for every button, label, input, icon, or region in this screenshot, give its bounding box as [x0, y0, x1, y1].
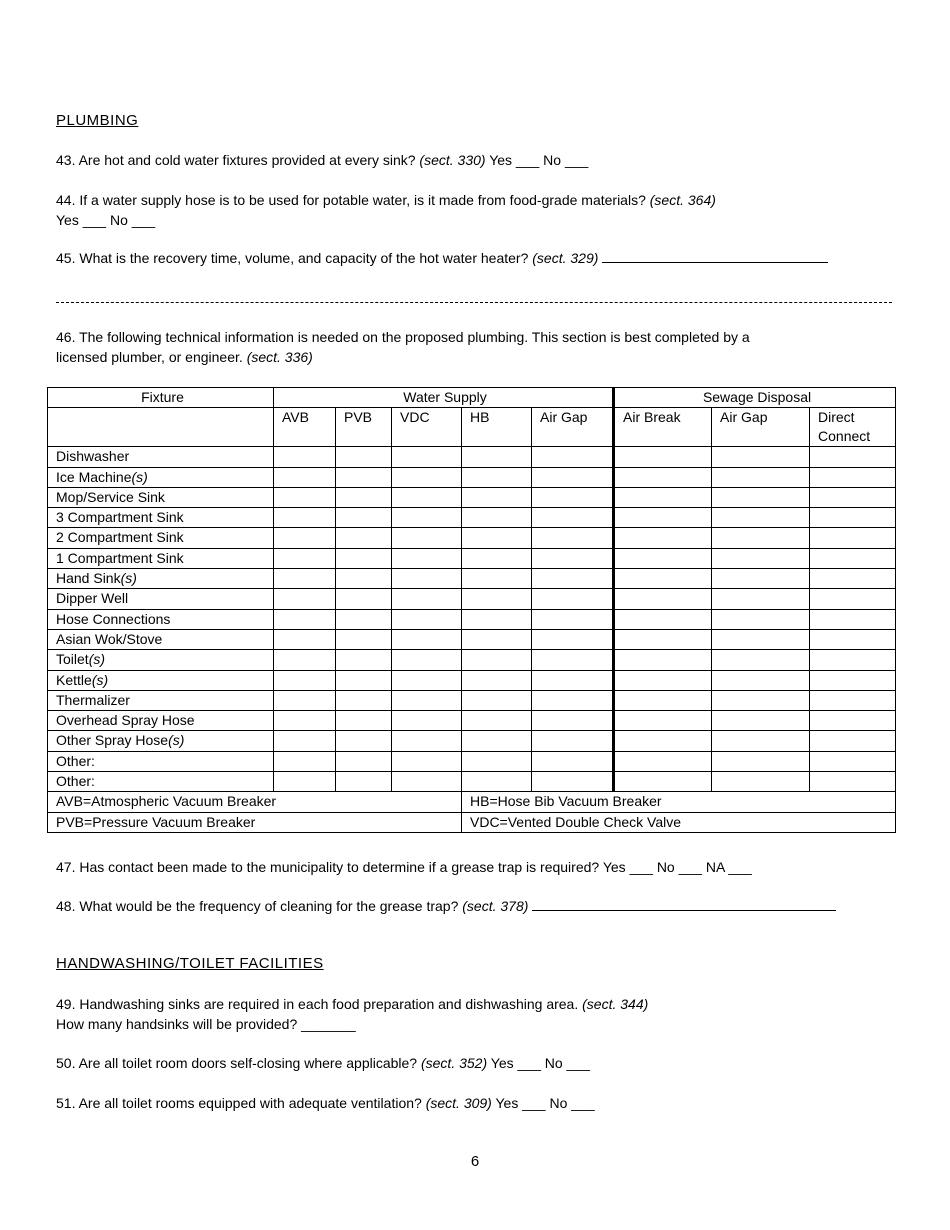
fixture-check-cell[interactable] [274, 528, 336, 548]
fixture-check-cell[interactable] [274, 650, 336, 670]
fixture-label [48, 650, 274, 670]
fixture-check-cell[interactable] [712, 548, 810, 568]
fixture-label [48, 711, 274, 731]
header-blank [48, 408, 274, 447]
fixture-check-cell[interactable] [336, 670, 392, 690]
page-number: 6 [470, 1153, 480, 1170]
fixture-check-cell[interactable] [532, 629, 614, 649]
fixture-check-cell[interactable] [810, 609, 896, 629]
q50-sect: (sect. 352) [420, 1055, 488, 1071]
fixture-check-cell[interactable] [614, 650, 712, 670]
fixture-label [48, 467, 274, 487]
fixture-check-cell[interactable] [614, 548, 712, 568]
fixture-label-text: Ice Machine [56, 468, 132, 485]
fixture-check-cell[interactable] [532, 772, 614, 792]
header-sewage-disposal: Sewage Disposal [614, 388, 896, 408]
fixture-check-cell[interactable] [274, 447, 336, 467]
fixture-row [48, 508, 896, 528]
fixture-row [48, 772, 896, 792]
fixture-check-cell[interactable] [532, 711, 614, 731]
q49-line1: 49. Handwashing sinks are required in each food preparation and dishwashing area. [56, 996, 579, 1012]
question-45 [56, 248, 828, 268]
fixture-label [48, 629, 274, 649]
fixture-check-cell[interactable] [712, 569, 810, 589]
fixture-check-cell[interactable] [274, 569, 336, 589]
fixture-check-cell[interactable] [712, 751, 810, 771]
question-50 [56, 1053, 590, 1073]
q48-text: 48. What would be the frequency of cleaning for the grease trap? [56, 898, 459, 914]
legend-vdc: VDC=Vented Double Check Valve [462, 812, 896, 832]
header-water-supply: Water Supply [274, 388, 614, 408]
fixture-check-cell[interactable] [392, 467, 462, 487]
fixture-check-cell[interactable] [274, 751, 336, 771]
fixture-row [48, 447, 896, 467]
fixture-check-cell[interactable] [532, 690, 614, 710]
fixture-check-cell[interactable] [392, 772, 462, 792]
fixture-row [48, 650, 896, 670]
fixture-check-cell[interactable] [614, 731, 712, 751]
fixture-check-cell[interactable] [532, 751, 614, 771]
fixture-check-cell[interactable] [712, 772, 810, 792]
fixture-check-cell[interactable] [274, 548, 336, 568]
fixture-check-cell[interactable] [462, 447, 532, 467]
fixture-check-cell[interactable] [810, 629, 896, 649]
fixture-check-cell[interactable] [274, 589, 336, 609]
plumbing-fixture-table [47, 387, 896, 833]
legend-hb: HB=Hose Bib Vacuum Breaker [462, 792, 896, 812]
fixture-check-cell[interactable] [392, 711, 462, 731]
fixture-check-cell[interactable] [392, 447, 462, 467]
fixture-check-cell[interactable] [532, 447, 614, 467]
fixture-check-cell[interactable] [462, 629, 532, 649]
col-vdc: VDC [392, 408, 462, 447]
fixture-check-cell[interactable] [392, 670, 462, 690]
fixture-label-suffix: (s) [131, 468, 148, 485]
fixture-label [48, 487, 274, 507]
fixture-row [48, 589, 896, 609]
fixture-row [48, 467, 896, 487]
fixture-check-cell[interactable] [810, 548, 896, 568]
fixture-label-suffix: (s) [120, 570, 137, 587]
fixture-check-cell[interactable] [462, 569, 532, 589]
fixture-label-text: Dipper Well [56, 590, 129, 607]
q51-sect: (sect. 309) [425, 1095, 492, 1111]
col-hb: HB [462, 408, 532, 447]
fixture-check-cell[interactable] [810, 528, 896, 548]
fixture-row [48, 548, 896, 568]
fixture-label-text: Dishwasher [56, 448, 130, 465]
fixture-row [48, 629, 896, 649]
fixture-check-cell[interactable] [712, 447, 810, 467]
fixture-check-cell[interactable] [462, 589, 532, 609]
fixture-check-cell[interactable] [810, 690, 896, 710]
fixture-check-cell[interactable] [274, 508, 336, 528]
fixture-label-text: Overhead Spray Hose [56, 712, 195, 729]
fixture-check-cell[interactable] [712, 508, 810, 528]
fixture-check-cell[interactable] [274, 731, 336, 751]
fixture-check-cell[interactable] [392, 629, 462, 649]
fixture-check-cell[interactable] [392, 650, 462, 670]
fixture-label [48, 589, 274, 609]
fixture-check-cell[interactable] [532, 589, 614, 609]
fixture-label-suffix: (s) [91, 671, 109, 688]
fixture-check-cell[interactable] [462, 609, 532, 629]
fixture-check-cell[interactable] [274, 772, 336, 792]
fixture-check-cell[interactable] [810, 487, 896, 507]
fixture-check-cell[interactable] [336, 589, 392, 609]
fixture-check-cell[interactable] [810, 447, 896, 467]
fixture-check-cell[interactable] [336, 690, 392, 710]
fixture-check-cell[interactable] [712, 650, 810, 670]
question-44 [56, 190, 716, 210]
fixture-check-cell[interactable] [712, 528, 810, 548]
fixture-check-cell[interactable] [712, 731, 810, 751]
fixture-check-cell[interactable] [392, 548, 462, 568]
legend-pvb: PVB=Pressure Vacuum Breaker [48, 812, 462, 832]
fixture-row [48, 670, 896, 690]
fixture-check-cell[interactable] [614, 751, 712, 771]
fixture-check-cell[interactable] [614, 629, 712, 649]
fixture-check-cell[interactable] [336, 609, 392, 629]
fixture-row [48, 609, 896, 629]
fixture-check-cell[interactable] [336, 467, 392, 487]
fixture-label [48, 690, 274, 710]
fixture-check-cell[interactable] [810, 569, 896, 589]
fixture-check-cell[interactable] [336, 528, 392, 548]
fixture-check-cell[interactable] [462, 731, 532, 751]
fixture-check-cell[interactable] [274, 711, 336, 731]
fixture-check-cell[interactable] [392, 731, 462, 751]
fixture-label-text: Hand Sink [56, 570, 121, 587]
fixture-check-cell[interactable] [712, 690, 810, 710]
fixture-check-cell[interactable] [810, 772, 896, 792]
fixture-check-cell[interactable] [462, 690, 532, 710]
fixture-label-text: Asian Wok/Stove [56, 630, 163, 647]
q46-line2: licensed plumber, or engineer. [56, 349, 243, 365]
fixture-check-cell[interactable] [532, 650, 614, 670]
fixture-check-cell[interactable] [614, 711, 712, 731]
fixture-check-cell[interactable] [532, 528, 614, 548]
fixture-label-text: Other: [56, 773, 95, 790]
fixture-check-cell[interactable] [336, 772, 392, 792]
fixture-label-suffix: (s) [88, 651, 106, 668]
fixture-check-cell[interactable] [336, 569, 392, 589]
fixture-check-cell[interactable] [712, 629, 810, 649]
fixture-label [48, 670, 274, 690]
fixture-check-cell[interactable] [532, 548, 614, 568]
fixture-check-cell[interactable] [614, 569, 712, 589]
fixture-label [48, 569, 274, 589]
question-46 [56, 347, 313, 367]
q45-sect: (sect. 329) [532, 250, 599, 266]
fixture-check-cell[interactable] [392, 690, 462, 710]
fixture-check-cell[interactable] [712, 711, 810, 731]
fixture-check-cell[interactable] [462, 487, 532, 507]
fixture-check-cell[interactable] [614, 589, 712, 609]
question-48 [56, 896, 836, 916]
fixture-label-text: 1 Compartment Sink [56, 549, 184, 566]
q50-answer[interactable]: Yes ___ No ___ [490, 1055, 590, 1071]
q43-text: 43. Are hot and cold water fixtures provided at every sink? [56, 152, 416, 168]
fixture-check-cell[interactable] [810, 670, 896, 690]
fixture-row [48, 711, 896, 731]
fixture-check-cell[interactable] [336, 548, 392, 568]
fixture-label-text: Other: [56, 752, 95, 769]
fixture-check-cell[interactable] [462, 548, 532, 568]
fixture-check-cell[interactable] [810, 751, 896, 771]
q45-text: 45. What is the recovery time, volume, and capacity of the hot water heater? [56, 250, 529, 266]
fixture-row [48, 569, 896, 589]
fixture-check-cell[interactable] [712, 589, 810, 609]
legend-avb: AVB=Atmospheric Vacuum Breaker [48, 792, 462, 812]
q43-sect: (sect. 330) [419, 152, 486, 168]
fixture-check-cell[interactable] [336, 629, 392, 649]
fixture-check-cell[interactable] [712, 670, 810, 690]
q48-sect: (sect. 378) [462, 898, 529, 914]
fixture-check-cell[interactable] [614, 772, 712, 792]
fixture-label [48, 609, 274, 629]
fixture-label-text: Other Spray Hose [56, 732, 169, 749]
fixture-label-text: Thermalizer [56, 691, 130, 708]
fixture-check-cell[interactable] [274, 670, 336, 690]
fixture-check-cell[interactable] [532, 508, 614, 528]
fixture-check-cell[interactable] [392, 528, 462, 548]
fixture-check-cell[interactable] [462, 751, 532, 771]
fixture-label [48, 528, 274, 548]
fixture-check-cell[interactable] [810, 650, 896, 670]
fixture-label-text: Hose Connections [56, 610, 171, 627]
q44-sect: (sect. 364) [649, 192, 716, 208]
fixture-label [48, 508, 274, 528]
question-43 [56, 150, 588, 170]
fixture-check-cell[interactable] [274, 629, 336, 649]
header-fixture: Fixture [48, 388, 274, 408]
fixture-row [48, 751, 896, 771]
fixture-check-cell[interactable] [614, 508, 712, 528]
col-pvb: PVB [336, 408, 392, 447]
fixture-check-cell[interactable] [392, 569, 462, 589]
fixture-label [48, 751, 274, 771]
fixture-check-cell[interactable] [392, 508, 462, 528]
fixture-label-text: Mop/Service Sink [56, 488, 165, 505]
question-49 [56, 994, 648, 1014]
fixture-label-text: Toilet [56, 651, 89, 668]
fixture-check-cell[interactable] [810, 589, 896, 609]
q43-answer[interactable]: Yes ___ No ___ [489, 152, 589, 168]
q49-line2[interactable]: How many handsinks will be provided? _______ [56, 1016, 356, 1032]
fixture-check-cell[interactable] [810, 508, 896, 528]
fixture-check-cell[interactable] [810, 711, 896, 731]
fixture-check-cell[interactable] [532, 467, 614, 487]
fixture-row [48, 731, 896, 751]
q47-answer[interactable]: Yes ___ No ___ NA ___ [602, 859, 752, 875]
fixture-check-cell[interactable] [462, 670, 532, 690]
q45-answer-line[interactable] [602, 250, 828, 263]
fixture-check-cell[interactable] [392, 487, 462, 507]
q46-line1: 46. The following technical information is needed on the proposed plumbing. This section is best completed by a [56, 329, 750, 345]
fixture-check-cell[interactable] [532, 487, 614, 507]
fixture-label [48, 447, 274, 467]
fixture-check-cell[interactable] [712, 609, 810, 629]
question-47 [56, 857, 752, 877]
fixture-label [48, 548, 274, 568]
fixture-check-cell[interactable] [614, 690, 712, 710]
fixture-check-cell[interactable] [336, 751, 392, 771]
fixture-check-cell[interactable] [274, 609, 336, 629]
fixture-label-text: 2 Compartment Sink [56, 529, 184, 546]
fixture-check-cell[interactable] [392, 751, 462, 771]
fixture-check-cell[interactable] [614, 528, 712, 548]
col-direct-connect: Direct Connect [810, 408, 896, 447]
fixture-row [48, 690, 896, 710]
fixture-row [48, 528, 896, 548]
fixture-check-cell[interactable] [712, 487, 810, 507]
q50-text: 50. Are all toilet room doors self-closing where applicable? [56, 1055, 418, 1071]
fixture-check-cell[interactable] [532, 731, 614, 751]
fixture-check-cell[interactable] [336, 508, 392, 528]
col-air-gap: Air Gap [532, 408, 614, 447]
fixture-check-cell[interactable] [392, 609, 462, 629]
fixture-check-cell[interactable] [336, 447, 392, 467]
fixture-check-cell[interactable] [462, 711, 532, 731]
q49-sect: (sect. 344) [582, 996, 649, 1012]
fixture-check-cell[interactable] [614, 609, 712, 629]
fixture-check-cell[interactable] [274, 690, 336, 710]
fixture-label-suffix: (s) [168, 732, 185, 749]
fixture-check-cell[interactable] [810, 731, 896, 751]
fixture-check-cell[interactable] [532, 670, 614, 690]
fixture-check-cell[interactable] [462, 772, 532, 792]
fixture-label-text: 3 Compartment Sink [56, 509, 184, 526]
q51-text: 51. Are all toilet rooms equipped with adequate ventilation? [56, 1095, 422, 1111]
fixture-check-cell[interactable] [810, 467, 896, 487]
fixture-check-cell[interactable] [336, 711, 392, 731]
col-air-gap-sewage: Air Gap [712, 408, 810, 447]
fixture-check-cell[interactable] [532, 569, 614, 589]
fixture-check-cell[interactable] [336, 650, 392, 670]
q44-text: 44. If a water supply hose is to be used for potable water, is it made from food-grade materials? [56, 192, 646, 208]
fixture-label [48, 731, 274, 751]
question-51 [56, 1093, 595, 1113]
fixture-check-cell[interactable] [614, 467, 712, 487]
q48-answer-line[interactable] [532, 898, 836, 911]
fixture-row [48, 487, 896, 507]
section-heading-plumbing: PLUMBING [56, 112, 139, 129]
fixture-check-cell[interactable] [336, 731, 392, 751]
col-avb: AVB [274, 408, 336, 447]
fixture-check-cell[interactable] [462, 528, 532, 548]
fixture-check-cell[interactable] [462, 650, 532, 670]
fixture-check-cell[interactable] [462, 508, 532, 528]
q45-answer-line-2[interactable] [56, 290, 892, 303]
fixture-label-text: Kettle [56, 671, 92, 688]
fixture-check-cell[interactable] [336, 487, 392, 507]
q46-sect: (sect. 336) [246, 349, 313, 365]
section-heading-handwashing: HANDWASHING/TOILET FACILITIES [56, 955, 324, 972]
fixture-check-cell[interactable] [712, 467, 810, 487]
q51-answer[interactable]: Yes ___ No ___ [495, 1095, 595, 1111]
q44-answer[interactable]: Yes ___ No ___ [56, 212, 156, 228]
fixture-label [48, 772, 274, 792]
fixture-check-cell[interactable] [614, 487, 712, 507]
col-air-break: Air Break [614, 408, 712, 447]
fixture-check-cell[interactable] [614, 447, 712, 467]
fixture-check-cell[interactable] [462, 467, 532, 487]
fixture-check-cell[interactable] [614, 670, 712, 690]
fixture-check-cell[interactable] [274, 487, 336, 507]
q47-text: 47. Has contact been made to the municipality to determine if a grease trap is required? [56, 859, 600, 875]
fixture-check-cell[interactable] [274, 467, 336, 487]
fixture-check-cell[interactable] [532, 609, 614, 629]
fixture-check-cell[interactable] [392, 589, 462, 609]
